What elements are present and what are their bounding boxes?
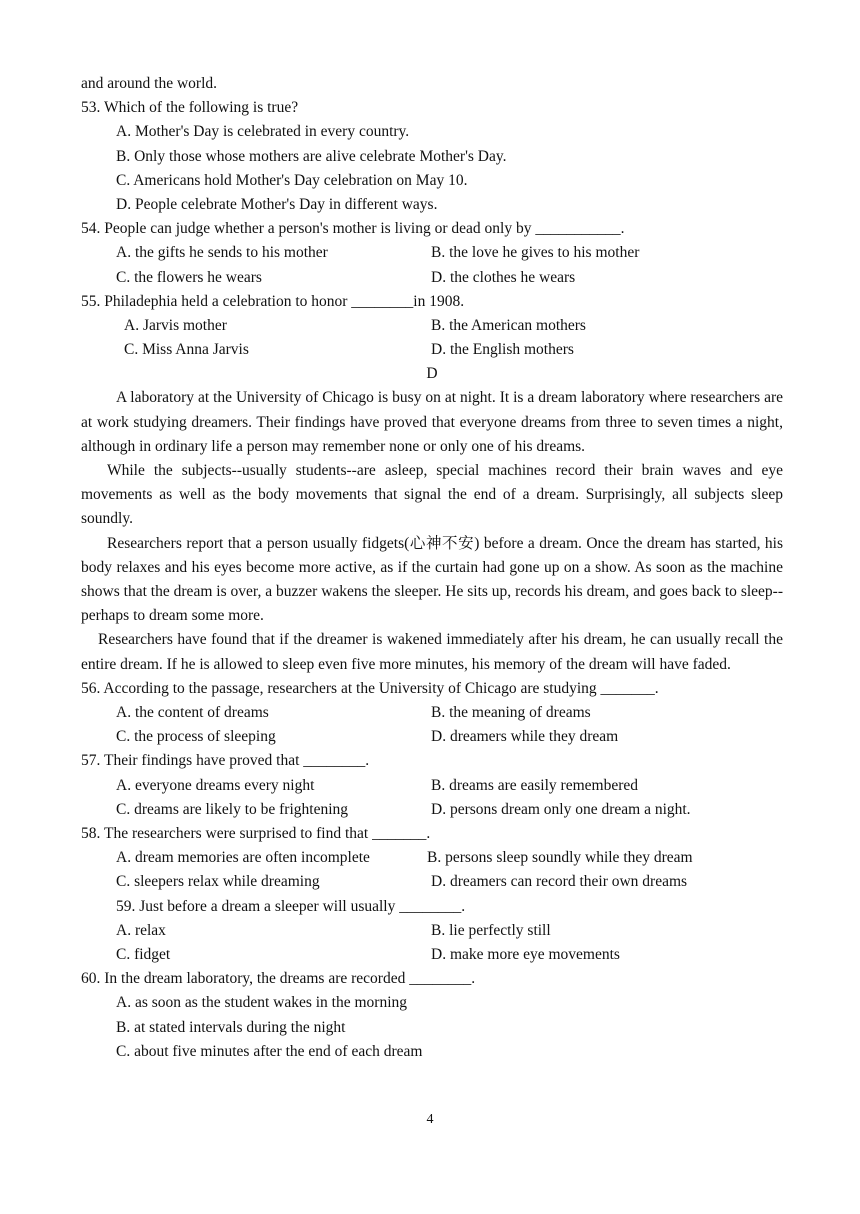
intro-line: and around the world. xyxy=(81,75,218,92)
question-60-option-a: A. as soon as the student wakes in the morning xyxy=(116,994,408,1012)
question-54-option-d: D. the clothes he wears xyxy=(431,268,576,286)
question-58-option-d: D. dreamers can record their own dreams xyxy=(431,873,688,891)
question-57-option-c: C. dreams are likely to be frightening xyxy=(116,800,349,818)
question-56-row-1 xyxy=(81,701,783,725)
question-58-row-2 xyxy=(81,870,783,894)
question-60-option-c: C. about five minutes after the end of each dream xyxy=(116,1042,423,1060)
question-53-stem: 53. Which of the following is true? xyxy=(81,99,299,117)
passage-paragraph-3: Researchers report that a person usually fidgets(心神不安) before a dream. Once the dream has started, his body relaxes and his eyes become more active, as if the curtain had gone up on a show. As soon as the machine shows that the dream is over, a buzzer wakens the sleeper. He sits up, records his dream, and goes back to sleep--perhaps to dream some more. xyxy=(81,534,783,625)
question-56-row-2 xyxy=(81,725,783,749)
question-60-option-b: B. at stated intervals during the night xyxy=(116,1018,346,1036)
question-55-stem: 55. Philadephia held a celebration to honor ________in 1908. xyxy=(81,292,465,310)
question-56-option-d: D. dreamers while they dream xyxy=(431,728,619,746)
question-54-row-2 xyxy=(81,266,783,290)
question-59-stem: 59. Just before a dream a sleeper will usually ________. xyxy=(116,897,466,915)
question-57-option-a: A. everyone dreams every night xyxy=(116,776,315,794)
question-54-option-b: B. the love he gives to his mother xyxy=(431,244,640,262)
question-56-option-c: C. the process of sleeping xyxy=(116,728,276,746)
section-label: D xyxy=(426,365,438,383)
question-57-option-d: D. persons dream only one dream a night. xyxy=(431,800,691,818)
question-59-row-2 xyxy=(81,943,783,967)
document-page xyxy=(81,72,783,1064)
question-58-option-c: C. sleepers relax while dreaming xyxy=(116,873,320,891)
question-56-stem: 56. According to the passage, researchers at the University of Chicago are studying _______. xyxy=(81,679,659,697)
question-55-option-b: B. the American mothers xyxy=(431,316,586,334)
question-58-option-b: B. persons sleep soundly while they dream xyxy=(427,849,693,867)
question-58-row-1 xyxy=(81,846,783,870)
question-56-option-b: B. the meaning of dreams xyxy=(431,704,591,722)
question-60-stem: 60. In the dream laboratory, the dreams are recorded ________. xyxy=(81,970,476,988)
passage-paragraph-1: A laboratory at the University of Chicago is busy on at night. It is a dream laboratory where researchers are at work studying dreamers. Their findings have proved that everyone dreams from three to seven times a night, although in ordinary life a person may remember none or only one of his dreams. xyxy=(81,389,783,455)
question-57-row-1 xyxy=(81,774,783,798)
question-53-option-b: B. Only those whose mothers are alive celebrate Mother's Day. xyxy=(116,147,507,165)
question-59-option-a: A. relax xyxy=(116,921,166,939)
question-53-option-a: A. Mother's Day is celebrated in every country. xyxy=(116,123,410,141)
question-59-option-d: D. make more eye movements xyxy=(431,945,620,963)
question-57-option-b: B. dreams are easily remembered xyxy=(431,776,639,794)
question-55-row-1 xyxy=(81,314,783,338)
passage-paragraph-2: While the subjects--usually students--are asleep, special machines record their brain waves and eye movements as well as the body movements that signal the end of a dream. Surprisingly, all subjects sleep soundly. xyxy=(81,462,783,528)
question-56-option-a: A. the content of dreams xyxy=(116,704,269,722)
question-54-option-a: A. the gifts he sends to his mother xyxy=(116,244,328,262)
question-55-option-c: C. Miss Anna Jarvis xyxy=(124,341,249,359)
question-58-stem: 58. The researchers were surprised to find that _______. xyxy=(81,825,431,842)
passage-paragraph-4: Researchers have found that if the dreamer is wakened immediately after his dream, he can usually recall the entire dream. If he is allowed to sleep even five more minutes, his memory of the dream will have faded. xyxy=(81,631,783,673)
page-number: 4 xyxy=(426,1112,434,1127)
question-55-option-a: A. Jarvis mother xyxy=(124,316,227,334)
question-55-option-d: D. the English mothers xyxy=(431,341,574,359)
question-53-option-d: D. People celebrate Mother's Day in different ways. xyxy=(116,195,438,213)
question-53-option-c: C. Americans hold Mother's Day celebration on May 10. xyxy=(116,171,468,189)
question-54-row-1 xyxy=(81,241,783,265)
question-54-stem: 54. People can judge whether a person's mother is living or dead only by ___________. xyxy=(81,220,625,238)
question-59-option-b: B. lie perfectly still xyxy=(431,921,551,939)
question-54-option-c: C. the flowers he wears xyxy=(116,268,262,286)
question-59-option-c: C. fidget xyxy=(116,945,171,963)
question-58-option-a: A. dream memories are often incomplete xyxy=(116,849,370,867)
question-55-row-2 xyxy=(81,338,783,362)
question-57-row-2 xyxy=(81,798,783,822)
question-57-stem: 57. Their findings have proved that ________. xyxy=(81,752,370,770)
question-59-row-1 xyxy=(81,919,783,943)
